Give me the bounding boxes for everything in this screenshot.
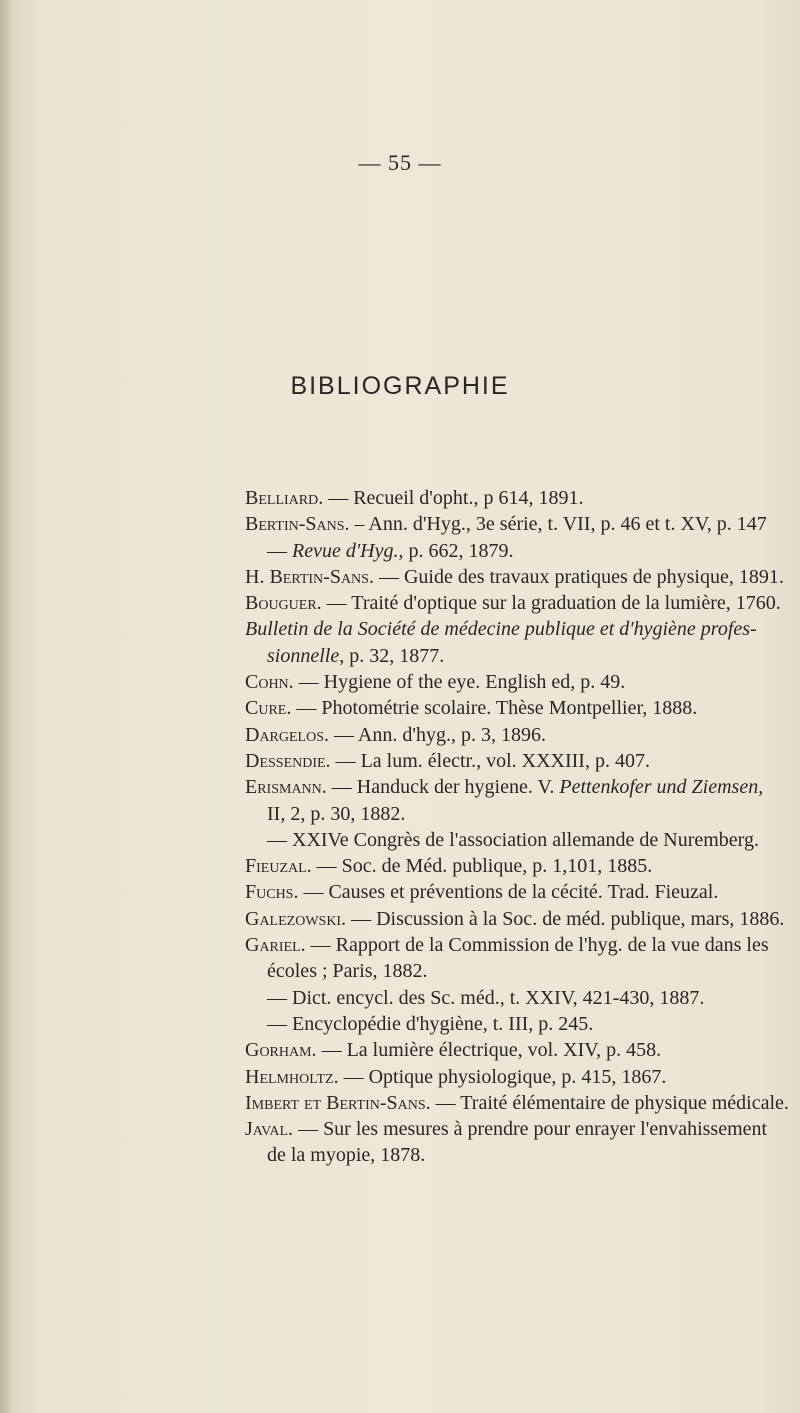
entry-dash: — <box>267 986 292 1009</box>
entry-dash: — <box>267 828 292 851</box>
entry-line <box>245 774 780 800</box>
bibliography-entry <box>245 774 780 827</box>
bibliography-entry <box>245 879 780 905</box>
bibliography-entry <box>245 932 780 985</box>
entry-dash: — <box>267 1012 292 1035</box>
entry-title: sionnelle <box>267 644 340 667</box>
entry-text: — La lum. électr., vol. XXXIII, p. 407. <box>330 749 650 772</box>
bibliography-entry <box>245 485 780 511</box>
entry-author: Cohn. <box>245 671 294 694</box>
entry-text: — Sur les mesures à prendre pour enrayer l'envahissement <box>293 1118 768 1141</box>
entry-author: Erismann. <box>245 776 327 799</box>
entry-text: — Soc. de Méd. publique, p. 1,101, 1885. <box>311 855 653 878</box>
bibliography-entry <box>245 1011 780 1037</box>
entry-text: — Photométrie scolaire. Thèse Montpellier, 1888. <box>291 697 698 720</box>
entry-text: — Traité d'optique sur la graduation de la lumière, 1760. <box>321 592 781 615</box>
entry-author: Fieuzal. <box>245 855 312 878</box>
bibliography-entry <box>245 511 780 537</box>
entry-author: Helmholtz. <box>245 1065 339 1088</box>
page-title: BIBLIOGRAPHIE <box>290 372 510 400</box>
entry-continuation <box>245 643 780 669</box>
entry-text: — Causes et préventions de la cécité. Trad. Fieuzal. <box>298 881 719 904</box>
entry-title: Pettenkofer und Ziemsen, <box>559 776 764 799</box>
bibliography-entry <box>245 906 785 932</box>
bibliography-entry <box>245 1090 789 1116</box>
entry-text: — Handuck der hygiene. V. <box>326 776 560 799</box>
bibliography-entry <box>245 985 780 1011</box>
entry-line <box>245 1116 780 1142</box>
bibliography-entry <box>245 748 780 774</box>
bibliography-entry <box>245 564 784 590</box>
entry-author: Galezowski. <box>245 907 347 930</box>
entry-author: Dargelos. <box>245 723 330 746</box>
entry-text: — Guide des travaux pratiques de physique, 1891. <box>373 565 784 588</box>
entry-author: Belliard. <box>245 487 324 509</box>
entry-author: H. Bertin-Sans. <box>245 565 374 588</box>
entry-text: , p. 32, 1877. <box>339 644 445 667</box>
entry-text: – Ann. d'Hyg., 3e série, t. VII, p. 46 et t. XV, p. 147 <box>349 513 767 536</box>
entry-text: XXIVe Congrès de l'association allemande de Nuremberg. <box>292 828 759 851</box>
entry-text: — Optique physiologique, p. 415, 1867. <box>338 1065 667 1088</box>
entry-continuation: de la myopie, 1878. <box>267 1144 426 1167</box>
page-number: — 55 — <box>358 150 442 175</box>
entry-author: Fuchs. <box>245 881 299 904</box>
entry-author: Javal. <box>245 1118 294 1141</box>
bibliography-entry <box>245 853 780 879</box>
entry-author: Imbert et Bertin-Sans. <box>245 1091 431 1114</box>
binding-edge <box>0 0 10 1413</box>
bibliography-list <box>245 485 789 1169</box>
bibliography-entry <box>245 695 780 721</box>
entry-text: , p. 662, 1879. <box>398 539 514 562</box>
entry-dash: — <box>267 539 292 562</box>
entry-author: Bertin-Sans. <box>245 513 350 536</box>
entry-author: Gorham. <box>245 1039 317 1062</box>
entry-text: — Discussion à la Soc. de méd. publique, mars, 1886. <box>346 907 785 930</box>
entry-author: Bouguer. <box>245 592 322 615</box>
bibliography-entry <box>245 616 780 669</box>
entry-title: Bulletin de la Société de médecine publique et d'hygiène profes- <box>245 618 757 641</box>
entry-line <box>245 932 780 958</box>
bibliography-entry <box>245 1064 780 1090</box>
entry-continuation: II, 2, p. 30, 1882. <box>267 802 406 825</box>
entry-text: — Traité élémentaire de physique médicale. <box>430 1091 789 1114</box>
bibliography-entry <box>245 722 780 748</box>
entry-text: Encyclopédie d'hygiène, t. III, p. 245. <box>292 1012 594 1035</box>
bibliography-entry <box>245 827 780 853</box>
entry-author: Gariel. <box>245 934 306 957</box>
bibliography-entry <box>245 1116 780 1169</box>
entry-text: — Hygiene of the eye. English ed, p. 49. <box>293 671 626 694</box>
bibliography-entry <box>245 590 780 616</box>
entry-text: — Recueil d'opht., p 614, 1891. <box>323 487 584 509</box>
entry-text: — Ann. d'hyg., p. 3, 1896. <box>329 723 546 746</box>
entry-text: — La lumière électrique, vol. XIV, p. 458. <box>316 1039 662 1062</box>
entry-author: Dessendie. <box>245 749 331 772</box>
bibliography-entry <box>245 669 780 695</box>
bibliography-entry <box>245 538 780 564</box>
entry-continuation: écoles ; Paris, 1882. <box>267 960 428 983</box>
entry-text: Dict. encycl. des Sc. méd., t. XXIV, 421-430, 1887. <box>292 986 705 1009</box>
entry-title: Revue d'Hyg. <box>292 539 399 562</box>
bibliography-entry <box>245 1037 780 1063</box>
entry-author: Cure. <box>245 697 292 720</box>
entry-text: — Rapport de la Commission de l'hyg. de la vue dans les <box>305 934 769 957</box>
